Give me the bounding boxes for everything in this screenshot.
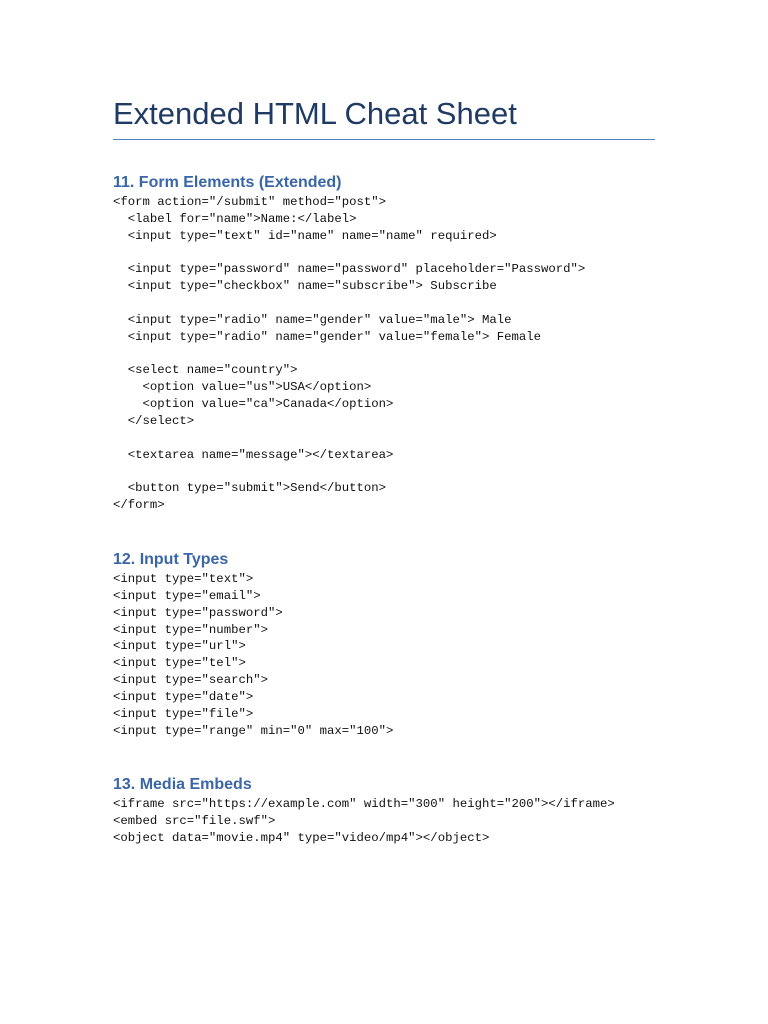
- section-media-embeds: [113, 774, 655, 847]
- code-block: <input type="text"> <input type="email"> <input type="password"> <input type="number"> <input type="url"> <input type="tel"> <input type="search"> <input type="date"> <input type="file"> <input type="range" min="0" max="100">: [113, 572, 394, 738]
- title-divider: [113, 139, 655, 140]
- document-title: Extended HTML Cheat Sheet: [113, 96, 517, 131]
- section-heading: 13. Media Embeds: [113, 776, 252, 793]
- section-input-types: [113, 549, 655, 739]
- code-block: <iframe src="https://example.com" width="300" height="200"></iframe> <embed src="file.swf"> <object data="movie.mp4" type="video/mp4"></object>: [113, 797, 615, 845]
- section-form-elements: [113, 172, 655, 514]
- section-heading: 12. Input Types: [113, 551, 229, 568]
- code-block: <form action="/submit" method="post"> <label for="name">Name:</label> <input type="text" id="name" name="name" required> <input type="password" name="password" placeholder="Password"> <input type="checkbox" name="subscribe"> Subscribe <input type="radio" name="gender" value="male"> Male <input type="radio" name="gender" value="female"> Female <select name="country"> <option value="us">USA</option> <option value="ca">Canada</option> </select> <textarea name="message"></textarea> <button type="submit">Send</button> </form>: [113, 195, 586, 513]
- section-heading: 11. Form Elements (Extended): [113, 174, 342, 191]
